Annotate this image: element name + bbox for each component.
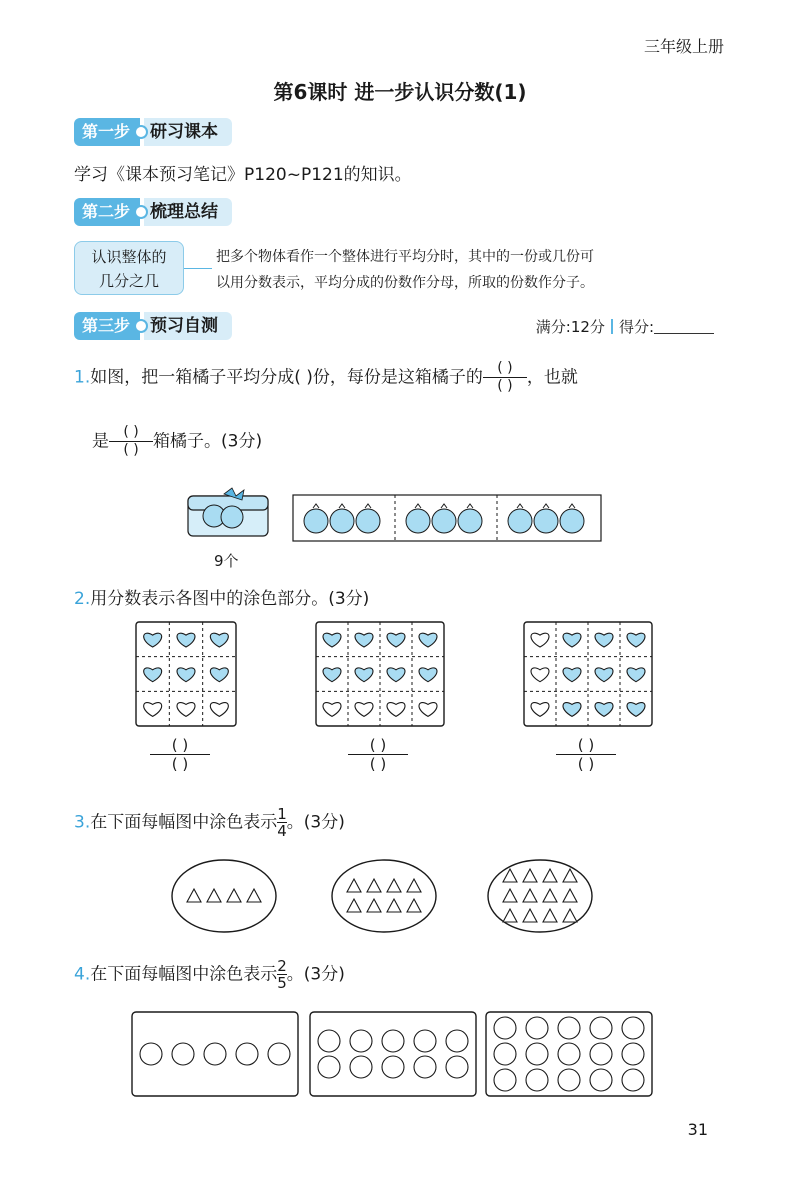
circle-rect-frame [310,1012,476,1096]
grade-label: 三年级上册 [643,37,724,56]
circle-icon [318,1030,340,1052]
q2-a2-top: ( ) [369,736,387,754]
q2-a3-top: ( ) [577,736,595,754]
q2-answer-3[interactable] [556,736,616,773]
orange-icon [304,509,328,533]
step3-tab: 第三步 [74,312,140,340]
circle-icon [526,1017,548,1039]
orange-icon [406,509,430,533]
circle-icon [590,1017,612,1039]
concept-line2: 几分之几 [98,272,159,290]
q3-frac-den: 4 [277,822,287,840]
circle-icon [494,1069,516,1091]
q3-text-b: 。(3分) [286,812,345,833]
circle-icon [526,1069,548,1091]
circle-icon [622,1017,644,1039]
q1-text-c: 是 [92,431,109,452]
concept-box [74,241,184,295]
step1-label: 研习课本 [144,118,232,146]
orange-icon [560,509,584,533]
circle-icon [414,1056,436,1078]
circle-icon [204,1043,226,1065]
circle-icon [590,1043,612,1065]
circle-icon [382,1056,404,1078]
q4-text-a: 在下面每幅图中涂色表示 [90,964,278,985]
circle-icon [494,1043,516,1065]
circles-group [132,1012,652,1096]
q2-answer-1[interactable] [150,736,210,773]
step2-label: 梳理总结 [144,198,232,226]
circle-icon [558,1043,580,1065]
circle-icon [526,1043,548,1065]
score-blank[interactable] [654,319,714,334]
circle-icon [382,1030,404,1052]
oranges-strip [292,494,602,544]
page-title: 第6课时 进一步认识分数(1) [273,80,527,104]
step2-tab: 第二步 [74,198,140,226]
step1-header [74,118,232,146]
step3-label: 预习自测 [144,312,232,340]
triangle-ellipse [332,860,436,932]
q4-frac-den: 5 [277,974,287,992]
concept-description [216,244,706,296]
q1-fraction-1[interactable] [483,360,527,395]
q4-frac-num: 2 [277,957,287,975]
q2-a1-top: ( ) [171,736,189,754]
q1-text-b: ，也就 [526,367,578,388]
hearts-group [136,622,652,726]
q1-text-d: 箱橘子。(3分) [153,431,263,452]
q2-a3-bottom: ( ) [556,754,616,773]
step2-header [74,198,232,226]
step3-header [74,312,232,340]
full-score: 满分:12分 [535,318,605,336]
q3-number: 3. [74,812,91,833]
orange-icon [458,509,482,533]
orange-icon [432,509,456,533]
circle-icon [236,1043,258,1065]
q1-frac1-bottom: ( ) [483,377,527,395]
orange-icon [356,509,380,533]
q2-line [74,584,369,609]
circle-icon [622,1043,644,1065]
concept-desc-line1: 把多个物体看作一个整体进行平均分时，其中的一份或几份可 [216,249,594,265]
q4-text-b: 。(3分) [286,964,345,985]
q3-frac-num: 1 [277,805,287,823]
orange-icon [534,509,558,533]
step1-tab: 第一步 [74,118,140,146]
orange-icon [330,509,354,533]
concept-line1: 认识整体的 [91,248,167,266]
step3-dot [134,319,148,333]
q1-frac2-top: ( ) [123,424,139,440]
circle-icon [414,1030,436,1052]
step1-text: 学习《课本预习笔记》P120~P121的知识。 [74,165,412,185]
step2-dot [134,205,148,219]
q2-hearts-figures [0,618,800,730]
circle-icon [350,1056,372,1078]
circle-icon [622,1069,644,1091]
circle-icon [172,1043,194,1065]
circle-icon [558,1017,580,1039]
circle-icon [590,1069,612,1091]
q1-line2 [92,424,262,459]
score-line [536,316,714,337]
triangles-group [172,860,592,932]
q1-number: 1. [74,367,91,388]
circle-icon [558,1069,580,1091]
circle-icon [318,1056,340,1078]
q1-text-a: 如图，把一箱橘子平均分成( )份，每份是这箱橘子的 [90,367,483,388]
circle-icon [494,1017,516,1039]
q3-triangle-figures [0,856,800,936]
q1-line1 [74,360,578,395]
concept-connector [184,268,212,269]
score-divider [611,319,613,334]
q2-answer-2[interactable] [348,736,408,773]
got-score-label: 得分: [618,318,654,336]
circle-icon [446,1056,468,1078]
q1-frac1-top: ( ) [497,360,513,376]
q3-fraction [277,806,287,839]
circle-icon [140,1043,162,1065]
orange-box-icon [184,484,274,544]
q1-frac2-bottom: ( ) [109,441,153,459]
q1-fraction-2[interactable] [109,424,153,459]
circle-icon [350,1030,372,1052]
concept-desc-line2: 以用分数表示，平均分成的份数作分母，所取的份数作分子。 [216,275,594,291]
q2-text: 用分数表示各图中的涂色部分。(3分) [90,589,370,609]
page-number: 31 [687,1120,708,1139]
orange-icon [508,509,532,533]
q2-number: 2. [74,589,91,609]
triangle-ellipse [172,860,276,932]
circle-icon [446,1030,468,1052]
q3-text-a: 在下面每幅图中涂色表示 [90,812,278,833]
q3-line [74,806,345,839]
q4-line [74,958,345,991]
q4-fraction [277,958,287,991]
q2-a1-bottom: ( ) [150,754,210,773]
q2-a2-bottom: ( ) [348,754,408,773]
orange-box-label: 9个 [214,552,239,570]
step1-dot [134,125,148,139]
q4-circle-figures [0,1008,800,1100]
circle-icon [268,1043,290,1065]
q4-number: 4. [74,964,91,985]
